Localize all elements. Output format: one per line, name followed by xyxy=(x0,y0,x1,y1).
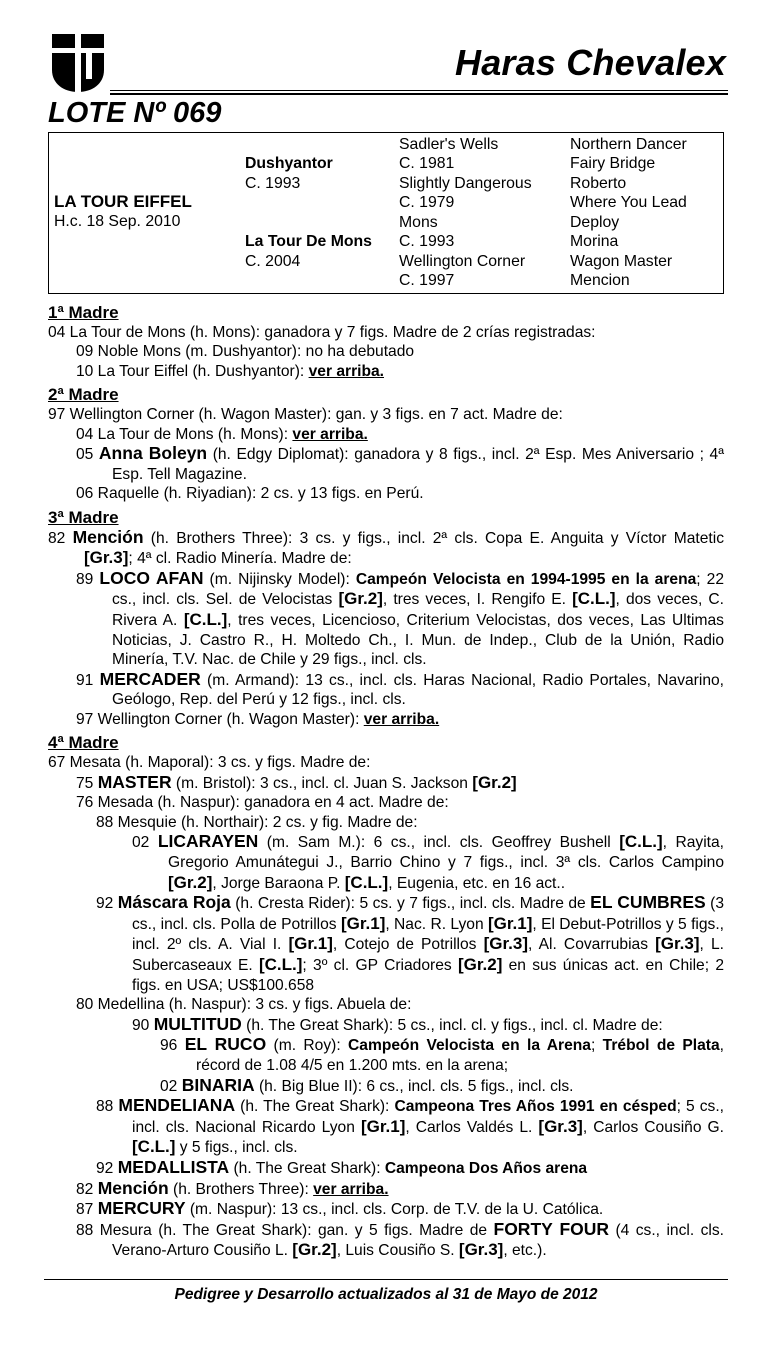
footer-note: Pedigree y Desarrollo actualizados al 31 de Mayo de 2012 xyxy=(174,1286,598,1303)
ancestor-4: Where You Lead xyxy=(570,194,687,211)
see-above-link: ver arriba. xyxy=(313,1180,389,1198)
horse-info: H.c. 18 Sep. 2010 xyxy=(54,213,181,230)
list-item: 09 Noble Mons (m. Dushyantor): no ha debutado xyxy=(76,343,415,361)
list-item: 76 Mesada (h. Naspur): ganadora en 4 act. Madre de: xyxy=(76,794,449,812)
ancestor-7: Wagon Master xyxy=(570,253,673,270)
ancestor-3: Roberto xyxy=(570,175,627,192)
grandsire-3: Mons xyxy=(399,214,438,231)
header-rule xyxy=(110,90,728,95)
list-item: 90 MULTITUD (h. The Great Shark): 5 cs., incl. cl. y figs., incl. cl. Madre de: xyxy=(132,1013,663,1034)
grandsire-1: Sadler's Wells xyxy=(399,136,499,153)
grandsire-2-year: C. 1979 xyxy=(399,194,455,211)
section-heading: 4ª Madre xyxy=(48,733,119,753)
footer-rule xyxy=(44,1279,728,1280)
produce-record xyxy=(48,303,724,1261)
list-item: 02 LICARAYEN (m. Sam M.): 6 cs., incl. cls. Geoffrey Bushell [C.L.], Rayita, Gregorio Amunátegui J., Barrio Chino y 7 figs., incl. 3ª cls. Carlos Campino [Gr.2], Jorge Baraona P. [C.L.], Eugenia, etc. en 16 act.. xyxy=(132,831,724,892)
ancestor-6: Morina xyxy=(570,233,619,250)
dam-year: C. 2004 xyxy=(245,253,301,270)
list-item: 02 BINARIA (h. Big Blue II): 6 cs., incl. cls. 5 figs., incl. cls. xyxy=(160,1074,574,1095)
lot-number: LOTE Nº 069 xyxy=(48,97,222,129)
grandsire-4-year: C. 1997 xyxy=(399,272,455,289)
list-item: 80 Medellina (h. Naspur): 3 cs. y figs. Abuela de: xyxy=(76,996,412,1014)
list-item: 75 MASTER (m. Bristol): 3 cs., incl. cl. Juan S. Jackson [Gr.2] xyxy=(76,771,517,792)
list-item: 91 MERCADER (m. Armand): 13 cs., incl. cls. Haras Nacional, Radio Portales, Navarino, Geólogo, Rep. del Perú y 12 figs., incl. cls. xyxy=(76,668,724,709)
pedigree-table xyxy=(48,132,724,294)
stud-shield-logo xyxy=(48,30,108,94)
list-item: 97 Wellington Corner (h. Wagon Master): gan. y 3 figs. en 7 act. Madre de: xyxy=(48,405,563,423)
ancestor-2: Fairy Bridge xyxy=(570,155,656,172)
list-item: 92 MEDALLISTA (h. The Great Shark): Campeona Dos Años arena xyxy=(96,1156,588,1177)
list-item: 92 Máscara Roja (h. Cresta Rider): 5 cs. y 7 figs., incl. cls. Madre de EL CUMBRES (3 cs., incl. cls. Polla de Potrillos [Gr.1], Nac. R. Lyon [Gr.1], El Debut-Potrillos y 5 figs., incl. 2º cls. A. Vial I. [Gr.1], Cotejo de Potrillos [Gr.3], Al. Covarrubias [Gr.3], L. Subercaseaux E. [C.L.]; 3º cl. GP Criadores [Gr.2] en sus únicas act. en Chile; 2 figs. en USA; US$100.658 xyxy=(96,892,724,994)
sire-name: Dushyantor xyxy=(245,155,333,172)
see-above-link: ver arriba. xyxy=(363,710,440,728)
list-item: 96 EL RUCO (m. Roy): Campeón Velocista en la Arena; Trébol de Plata, récord de 1.08 4/5 en 1.200 mts. en la arena; xyxy=(160,1034,724,1074)
grandsire-4: Wellington Corner xyxy=(399,253,526,270)
dam-name: La Tour De Mons xyxy=(245,233,372,250)
section-heading: 3ª Madre xyxy=(48,507,119,527)
horse-name: LA TOUR EIFFEL xyxy=(54,192,192,211)
brand-title: Haras Chevalex xyxy=(455,42,726,83)
grandsire-3-year: C. 1993 xyxy=(399,233,455,250)
ancestor-1: Northern Dancer xyxy=(570,136,687,153)
list-item: 89 LOCO AFAN (m. Nijinsky Model): Campeón Velocista en 1994-1995 en la arena; 22 cs., incl. cls. Sel. de Velocistas [Gr.2], tres veces, I. Rengifo E. [C.L.], dos veces, C. Rivera A. [C.L.], tres veces, Licencioso, Criterium Velocistas, dos veces, Las Ultimas Noticias, J. Castro R., H. Moltedo Ch., I. Mun. de Indep., Club de la Unión, Radio Minería, T.V. Nac. de Chile y 29 figs., incl. cls. xyxy=(76,567,725,669)
section-heading: 2ª Madre xyxy=(48,385,119,405)
sire-year: C. 1993 xyxy=(245,175,301,192)
list-item: 88 Mesquie (h. Northair): 2 cs. y fig. Madre de: xyxy=(96,813,418,831)
list-item: 87 MERCURY (m. Naspur): 13 cs., incl. cls. Corp. de T.V. de la U. Católica. xyxy=(76,1198,604,1219)
section-heading: 1ª Madre xyxy=(48,303,119,322)
ancestor-8: Mencion xyxy=(570,272,630,289)
list-item: 88 MENDELIANA (h. The Great Shark): Campeona Tres Años 1991 en césped; 5 cs., incl. cls. Nacional Ricardo Lyon [Gr.1], Carlos Valdés L. [Gr.3], Carlos Cousiño G. [C.L.] y 5 figs., incl. cls. xyxy=(96,1095,724,1157)
see-above-link: ver arriba. xyxy=(308,362,385,380)
list-item: 10 La Tour Eiffel (h. Dushyantor): ver arriba. xyxy=(76,362,385,380)
see-above-link: ver arriba. xyxy=(292,425,368,443)
list-item: 82 Mención (h. Brothers Three): 3 cs. y figs., incl. 2ª cls. Copa E. Anguita y Víctor Matetic [Gr.3]; 4ª cl. Radio Minería. Madre de: xyxy=(48,526,724,568)
list-item: 05 Anna Boleyn (h. Edgy Diplomat): ganadora y 8 figs., incl. 2ª Esp. Mes Aniversario ; 4ª Esp. Tell Magazine. xyxy=(76,443,724,483)
list-item: 82 Mención (h. Brothers Three): ver arriba. xyxy=(76,1177,389,1198)
list-item: 04 La Tour de Mons (h. Mons): ganadora y 7 figs. Madre de 2 crías registradas: xyxy=(48,323,596,341)
list-item: 04 La Tour de Mons (h. Mons): ver arriba. xyxy=(76,425,368,443)
list-item: 88 Mesura (h. The Great Shark): gan. y 5 figs. Madre de FORTY FOUR (4 cs., incl. cls. Verano-Arturo Cousiño L. [Gr.2], Luis Cousiño S. [Gr.3], etc.). xyxy=(76,1218,724,1260)
ancestor-5: Deploy xyxy=(570,214,620,231)
list-item: 97 Wellington Corner (h. Wagon Master): ver arriba. xyxy=(76,710,440,728)
grandsire-1-year: C. 1981 xyxy=(399,155,455,172)
list-item: 06 Raquelle (h. Riyadian): 2 cs. y 13 figs. en Perú. xyxy=(76,485,424,503)
grandsire-2: Slightly Dangerous xyxy=(399,175,532,192)
list-item: 67 Mesata (h. Maporal): 3 cs. y figs. Madre de: xyxy=(48,754,371,772)
